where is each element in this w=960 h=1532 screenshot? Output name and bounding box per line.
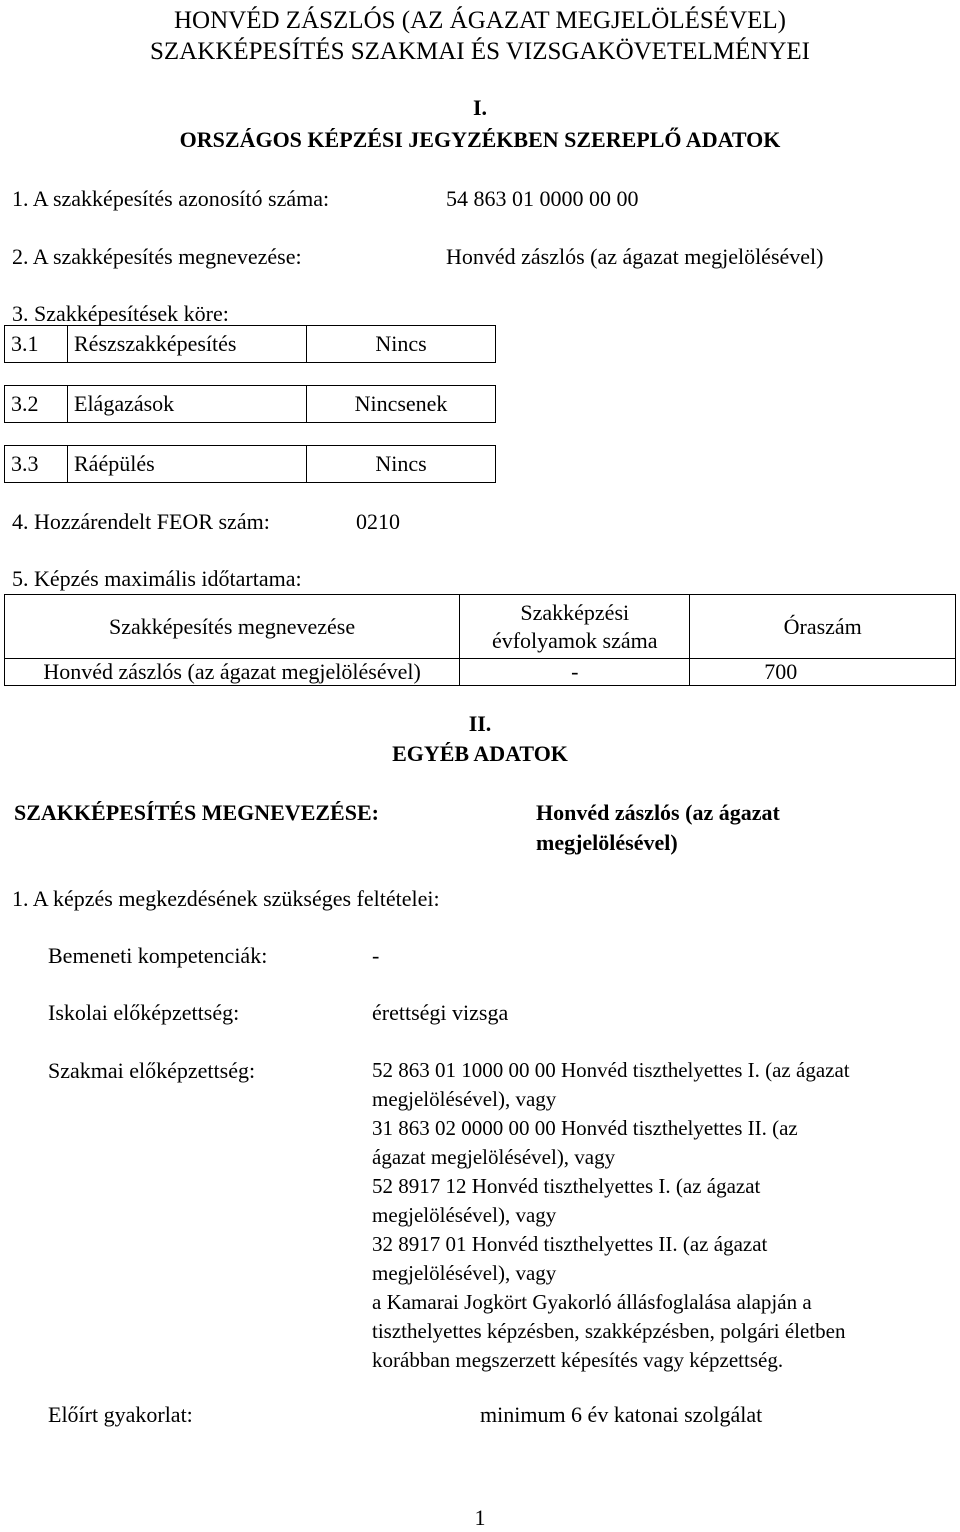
part1-heading: ORSZÁGOS KÉPZÉSI JEGYZÉKBEN SZEREPLŐ ADATOK — [179, 127, 781, 152]
prereq-line: megjelölésével), vagy — [372, 1203, 557, 1227]
item2-label: 2. A szakképesítés megnevezése: — [12, 244, 302, 269]
document-title-line1: HONVÉD ZÁSZLÓS (AZ ÁGAZAT MEGJELÖLÉSÉVEL) — [174, 7, 786, 34]
item4-label: 4. Hozzárendelt FEOR szám: — [12, 509, 270, 534]
row-label: Elágazások — [68, 386, 307, 423]
part1-roman: I. — [472, 95, 488, 120]
qualification-name-label: SZAKKÉPESÍTÉS MEGNEVEZÉSE: — [14, 800, 379, 825]
professional-prereq-label: Szakmai előképzettség: — [48, 1058, 256, 1083]
row-value: Nincs — [307, 446, 496, 483]
qualification-name-value-line1: Honvéd zászlós (az ágazat — [536, 800, 780, 825]
header-qualification-name: Szakképesítés megnevezése — [5, 595, 460, 659]
required-practice-value: minimum 6 év katonai szolgálat — [480, 1402, 763, 1427]
row-value: Nincs — [307, 326, 496, 363]
cell-grades: - — [460, 659, 690, 686]
scope-row-3-2 — [4, 385, 496, 423]
prereq-line: a Kamarai Jogkört Gyakorló állásfoglalása alapján a — [372, 1290, 812, 1314]
prereq-line: 52 863 01 1000 00 00 Honvéd tiszthelyettes I. (az ágazat — [372, 1058, 850, 1082]
prereq-line: megjelölésével), vagy — [372, 1087, 557, 1111]
item1-value: 54 863 01 0000 00 00 — [446, 186, 639, 211]
row-number: 3.1 — [5, 326, 68, 363]
prereq-line: 32 8917 01 Honvéd tiszthelyettes II. (az ágazat — [372, 1232, 768, 1256]
prereq-line: megjelölésével), vagy — [372, 1261, 557, 1285]
header-grades-line2: évfolyamok száma — [491, 627, 658, 653]
item2-value: Honvéd zászlós (az ágazat megjelölésével) — [446, 244, 824, 269]
item5-label: 5. Képzés maximális időtartama: — [12, 566, 302, 591]
entry-competencies-label: Bemeneti kompetenciák: — [48, 943, 268, 968]
item3-label: 3. Szakképesítések köre: — [12, 301, 229, 326]
row-number: 3.3 — [5, 446, 68, 483]
item1-label: 1. A szakképesítés azonosító száma: — [12, 186, 330, 211]
header-grades-line1: Szakképzési — [520, 599, 630, 625]
prereq-line: korábban megszerzett képesítés vagy képzettség. — [372, 1348, 784, 1372]
prereq-line: 52 8917 12 Honvéd tiszthelyettes I. (az ágazat — [372, 1174, 761, 1198]
scope-row-3-1 — [4, 325, 496, 363]
school-prereq-value: érettségi vizsga — [372, 1000, 509, 1025]
cell-qualification-name: Honvéd zászlós (az ágazat megjelölésével) — [5, 659, 460, 686]
scope-row-3-3 — [4, 445, 496, 483]
required-practice-label: Előírt gyakorlat: — [48, 1402, 193, 1427]
prereq-line: 31 863 02 0000 00 00 Honvéd tiszthelyettes II. (az — [372, 1116, 798, 1140]
prereq-line: tiszthelyettes képzésben, szakképzésben, polgári életben — [372, 1319, 846, 1343]
page-number: 1 — [474, 1505, 486, 1530]
entry-competencies-value: - — [372, 943, 380, 968]
document-title-line2: SZAKKÉPESÍTÉS SZAKMAI ÉS VIZSGAKÖVETELMÉNYEI — [150, 38, 810, 65]
header-grades — [460, 595, 690, 659]
row-label: Részszakképesítés — [68, 326, 307, 363]
header-hours: Óraszám — [690, 595, 956, 659]
training-duration-table — [4, 594, 956, 686]
cell-hours: 700 — [690, 659, 956, 686]
row-value: Nincsenek — [307, 386, 496, 423]
prereq-line: ágazat megjelölésével), vagy — [372, 1145, 616, 1169]
prerequisites-heading: 1. A képzés megkezdésének szükséges feltételei: — [12, 886, 440, 911]
qualification-name-value-line2: megjelölésével) — [536, 830, 678, 855]
row-label: Ráépülés — [68, 446, 307, 483]
part2-heading: EGYÉB ADATOK — [392, 741, 568, 766]
row-number: 3.2 — [5, 386, 68, 423]
part2-roman: II. — [468, 711, 492, 736]
school-prereq-label: Iskolai előképzettség: — [48, 1000, 240, 1025]
professional-prereq-value — [372, 1056, 850, 1375]
item4-value: 0210 — [356, 509, 400, 534]
